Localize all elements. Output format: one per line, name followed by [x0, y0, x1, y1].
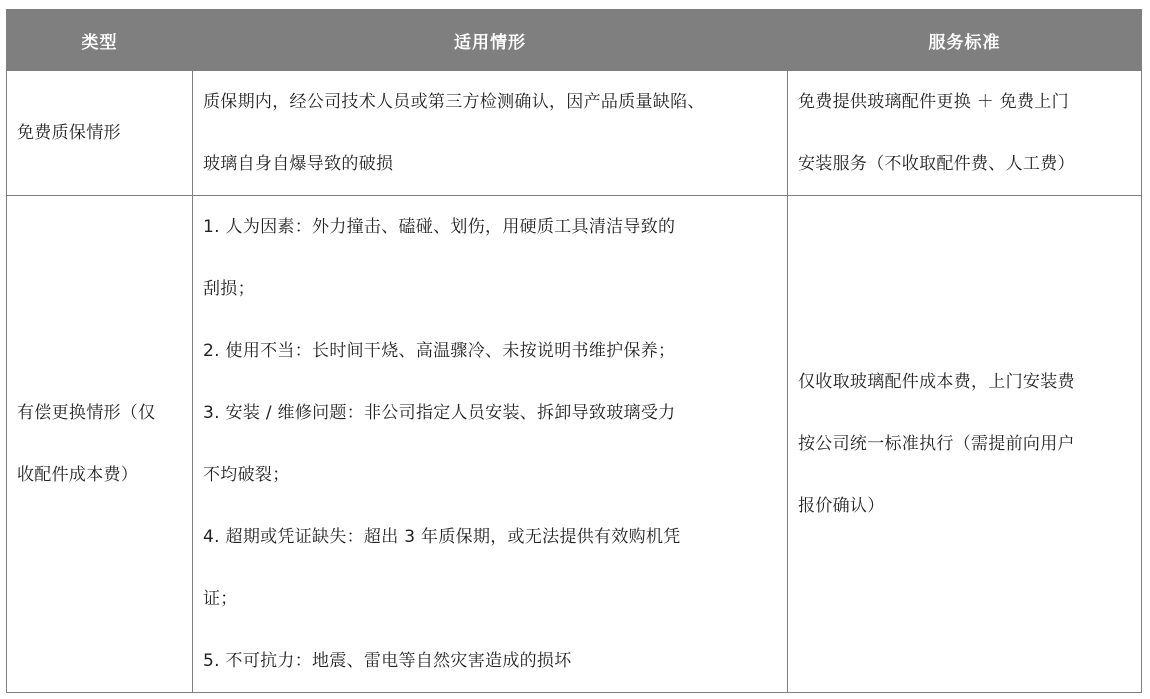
column-header-standard: 服务标准: [788, 10, 1142, 71]
condition-text-line: 4. 超期或凭证缺失：超出 3 年质保期，或无法提供有效购机凭: [203, 527, 681, 547]
list-item: [203, 196, 779, 320]
list-item: [203, 382, 779, 506]
condition-cell: [193, 71, 788, 196]
type-cell: [7, 71, 193, 196]
list-item: [203, 320, 779, 382]
condition-text-line: 5. 不可抗力：地震、雷电等自然灾害造成的损坏: [203, 651, 572, 671]
condition-text-line: 玻璃自身自爆导致的破损: [203, 154, 394, 174]
condition-text-line: 3. 安装 / 维修问题：非公司指定人员安装、拆卸导致玻璃受力: [203, 403, 676, 423]
header-row: [7, 10, 1142, 71]
table-header: [7, 10, 1142, 71]
condition-text-line: 证；: [203, 589, 238, 609]
table-row-paid-replacement: [7, 196, 1142, 693]
condition-cell: [193, 196, 788, 693]
column-header-type: 类型: [7, 10, 193, 71]
standard-text-line: 免费提供玻璃配件更换 ＋ 免费上门: [798, 92, 1069, 112]
table-row-free-warranty: [7, 71, 1142, 196]
table-body: [7, 71, 1142, 693]
condition-list: [203, 196, 779, 692]
standard-text-line: 安装服务（不收取配件费、人工费）: [798, 154, 1075, 174]
list-item: [203, 630, 779, 692]
type-cell: [7, 196, 193, 693]
standard-cell: [788, 71, 1142, 196]
condition-text-line: 1. 人为因素：外力撞击、磕碰、划伤，用硬质工具清洁导致的: [203, 217, 676, 237]
column-header-condition: 适用情形: [193, 10, 788, 71]
type-text-line: 免费质保情形: [17, 123, 121, 143]
condition-text-line: 刮损；: [203, 279, 255, 299]
standard-text-line: 报价确认）: [798, 496, 885, 516]
condition-text-line: 质保期内，经公司技术人员或第三方检测确认，因产品质量缺陷、: [203, 92, 705, 112]
standard-cell: [788, 196, 1142, 693]
standard-text-line: 仅收取玻璃配件成本费，上门安装费: [798, 372, 1075, 392]
type-text-line: 收配件成本费）: [17, 465, 139, 485]
warranty-policy-table: [6, 9, 1142, 693]
list-item: [203, 506, 779, 630]
type-text-line: 有偿更换情形（仅: [17, 403, 156, 423]
standard-text-line: 按公司统一标准执行（需提前向用户: [798, 434, 1075, 454]
condition-text-line: 2. 使用不当：长时间干烧、高温骤冷、未按说明书维护保养；: [203, 341, 676, 361]
condition-text-line: 不均破裂；: [203, 465, 290, 485]
